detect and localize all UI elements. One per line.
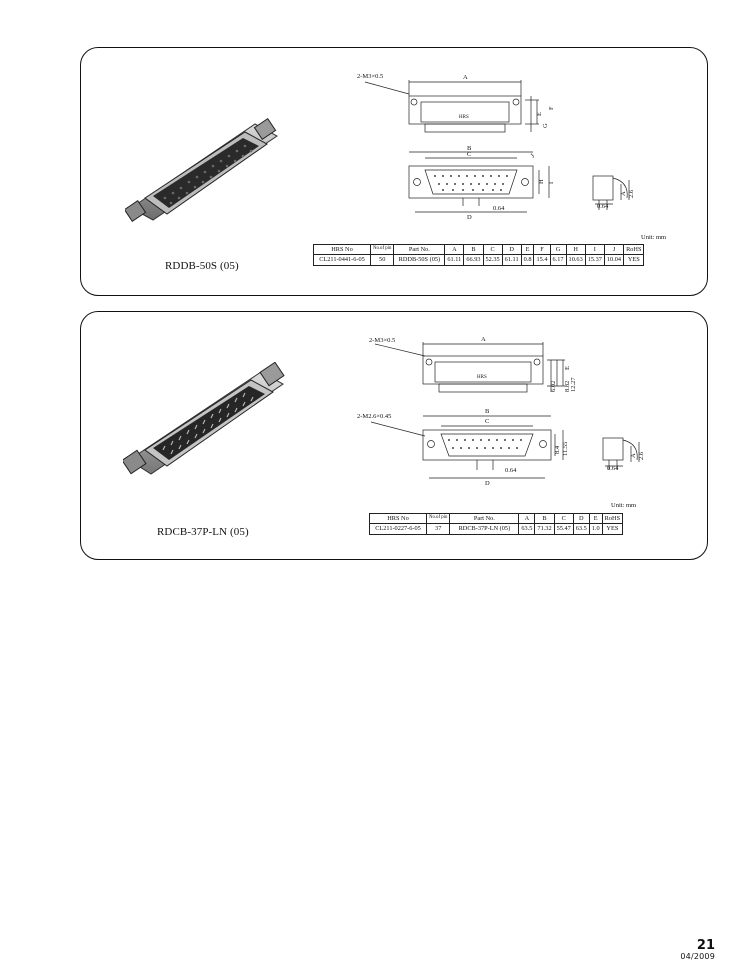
- col-j: J: [604, 245, 623, 255]
- cell-a: 63.5: [519, 524, 535, 534]
- pitch-label: 0.64: [493, 205, 505, 212]
- connector-photo-rdcb-37p-ln: [123, 362, 293, 480]
- col-h: H: [566, 245, 585, 255]
- table-header-row: [370, 514, 623, 524]
- col-part-no: Part No.: [394, 245, 445, 255]
- col-a: A: [519, 514, 535, 524]
- dim-b: B: [485, 408, 490, 415]
- col-part-no: Part No.: [450, 514, 519, 524]
- dim-h: H: [538, 179, 545, 184]
- dim-a: A: [481, 336, 486, 343]
- col-a: A: [445, 245, 464, 255]
- cell-no-of-pin: 50: [371, 255, 394, 265]
- cell-hrs-no: CL211-0441-6-05: [314, 255, 371, 265]
- pitch-label: 0.64: [505, 467, 517, 474]
- col-f: F: [534, 245, 550, 255]
- table-row: [370, 524, 623, 534]
- dimension-drawing-rdcb-37p-ln: [353, 330, 673, 500]
- dim-d: D: [467, 214, 472, 221]
- cell-e: 1.0: [589, 524, 602, 534]
- cell-g: 6.17: [550, 255, 566, 265]
- col-e: E: [521, 245, 534, 255]
- product-panel-rdcb-37p-ln: [80, 311, 708, 560]
- cell-hrs-no: CL211-0227-6-05: [370, 524, 427, 534]
- side-val-label: 2.6: [638, 451, 645, 460]
- side-pitch-label: 0.64: [607, 465, 619, 472]
- screw2-label: 2-M2.6×0.45: [357, 413, 392, 420]
- dimension-drawing-rddb-50s: [343, 66, 673, 236]
- product-caption: RDCB-37P-LN (05): [157, 526, 249, 538]
- spec-table-rddb-50s: [313, 244, 644, 266]
- product-panel-rddb-50s: [80, 47, 708, 296]
- col-b: B: [464, 245, 483, 255]
- cell-a: 61.11: [445, 255, 464, 265]
- cell-part-no: RDDB-50S (05): [394, 255, 445, 265]
- col-no-of-pin: No.of pin: [427, 514, 450, 524]
- cell-j: 10.04: [604, 255, 623, 265]
- side-a-label: A: [630, 453, 637, 458]
- inner-label: HRS: [477, 375, 487, 380]
- cell-c: 55.47: [554, 524, 573, 534]
- cell-e: 0.8: [521, 255, 534, 265]
- dim-a: A: [463, 74, 468, 81]
- dim-j: J: [529, 152, 537, 160]
- side-a-label: A: [620, 191, 627, 196]
- dim-e: E: [564, 366, 571, 370]
- col-hrs-no: HRS No: [314, 245, 371, 255]
- dim-g: G: [542, 123, 549, 128]
- dim-v1: 6.02: [550, 380, 557, 392]
- dim-v5: 11.55: [562, 441, 569, 456]
- cell-c: 52.35: [483, 255, 502, 265]
- unit-label: Unit: mm: [611, 502, 637, 509]
- dim-e: E: [536, 112, 543, 116]
- dim-b: B: [467, 145, 472, 152]
- spec-table-rdcb-37p-ln: [369, 513, 623, 535]
- table-header-row: [314, 245, 644, 255]
- cell-b: 71.32: [535, 524, 554, 534]
- cell-no-of-pin: 37: [427, 524, 450, 534]
- cell-f: 15.4: [534, 255, 550, 265]
- dim-c: C: [467, 151, 472, 158]
- col-b: B: [535, 514, 554, 524]
- page-number: 21: [696, 938, 715, 953]
- dim-f: F: [548, 106, 555, 110]
- col-c: C: [554, 514, 573, 524]
- col-e: E: [589, 514, 602, 524]
- inner-label: HRS: [459, 115, 469, 120]
- page-footer: [680, 940, 715, 961]
- dim-c: C: [485, 418, 490, 425]
- product-caption: RDDB-50S (05): [165, 260, 239, 272]
- connector-photo-rddb-50s: [125, 116, 287, 224]
- side-val-label: 2.6: [628, 189, 635, 198]
- screw-label: 2-M3×0.5: [369, 337, 396, 344]
- col-d: D: [573, 514, 589, 524]
- cell-b: 66.93: [464, 255, 483, 265]
- col-c: C: [483, 245, 502, 255]
- unit-label: Unit: mm: [641, 234, 667, 241]
- side-pitch-label: 0.64: [597, 203, 609, 210]
- col-g: G: [550, 245, 566, 255]
- cell-rohs: YES: [624, 255, 644, 265]
- cell-d: 61.11: [502, 255, 521, 265]
- cell-part-no: RDCB-37P-LN (05): [450, 524, 519, 534]
- dim-v2: 8.82: [564, 380, 571, 392]
- page-date: 04/2009: [680, 952, 715, 961]
- dim-i: I: [548, 181, 555, 184]
- col-rohs: RoHS: [602, 514, 622, 524]
- col-d: D: [502, 245, 521, 255]
- cell-rohs: YES: [602, 524, 622, 534]
- col-hrs-no: HRS No: [370, 514, 427, 524]
- dim-v4: 8.4: [554, 445, 561, 454]
- dim-v3: 12.27: [570, 377, 577, 392]
- cell-i: 15.37: [585, 255, 604, 265]
- col-no-of-pin: No.of pin: [371, 245, 394, 255]
- cell-d: 63.5: [573, 524, 589, 534]
- screw-label: 2-M3×0.5: [357, 73, 384, 80]
- dim-d: D: [485, 480, 490, 487]
- table-row: [314, 255, 644, 265]
- cell-h: 10.63: [566, 255, 585, 265]
- col-rohs: RoHS: [624, 245, 644, 255]
- col-i: I: [585, 245, 604, 255]
